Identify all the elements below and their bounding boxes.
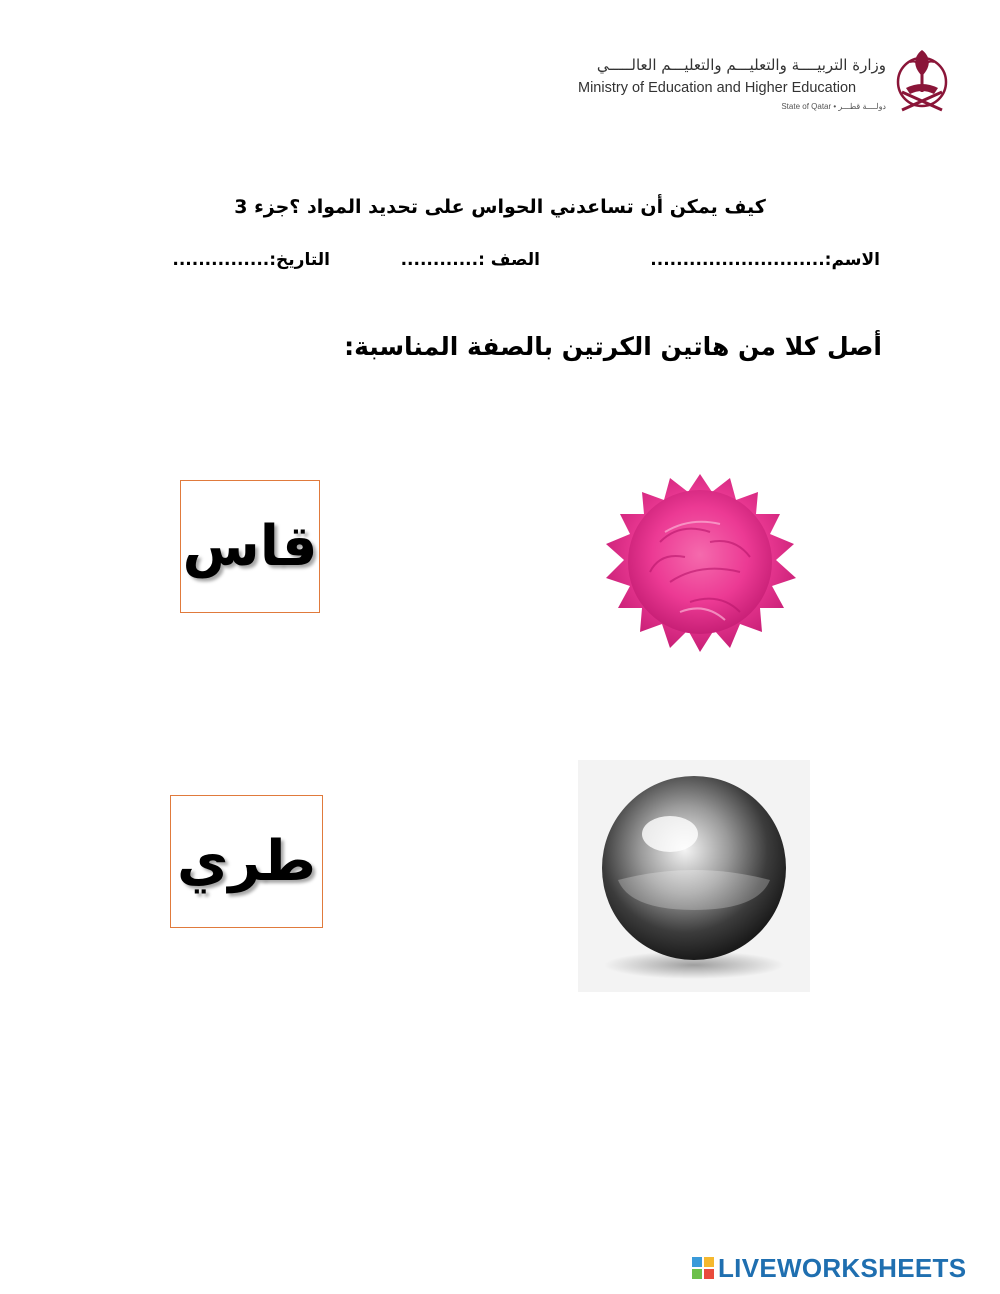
ministry-name-english: Ministry of Education and Higher Education xyxy=(578,80,857,96)
word-label-rough: قاس xyxy=(182,514,318,579)
date-field[interactable]: التاريخ:............... xyxy=(172,250,330,270)
liveworksheets-logo-icon xyxy=(692,1257,714,1279)
ministry-state-label: State of Qatar • دولــــة قطـــر xyxy=(781,102,886,111)
brand-name: LIVEWORKSHEETS xyxy=(718,1252,967,1283)
name-field[interactable]: الاسم:........................... xyxy=(650,250,880,270)
word-box-soft[interactable] xyxy=(170,795,323,928)
liveworksheets-brand xyxy=(692,1252,966,1284)
ministry-header xyxy=(570,50,900,120)
instruction-text: أصل كلا من هاتين الكرتين بالصفة المناسبة: xyxy=(344,332,882,361)
word-label-soft: طري xyxy=(177,829,316,894)
steel-ball-image[interactable] xyxy=(578,760,810,992)
worksheet-title: كيف يمكن أن تساعدني الحواس على تحديد المواد ؟جزء 3 xyxy=(234,196,766,218)
word-box-rough[interactable] xyxy=(180,480,320,613)
class-field[interactable]: الصف :............ xyxy=(400,250,540,270)
pink-pompom-image[interactable] xyxy=(590,462,810,662)
student-info-row xyxy=(120,250,880,280)
qatar-emblem-icon xyxy=(892,40,952,120)
ministry-name-arabic: وزارة التربيــــة والتعليـــم والتعليـــم العالـــــي xyxy=(596,56,886,74)
